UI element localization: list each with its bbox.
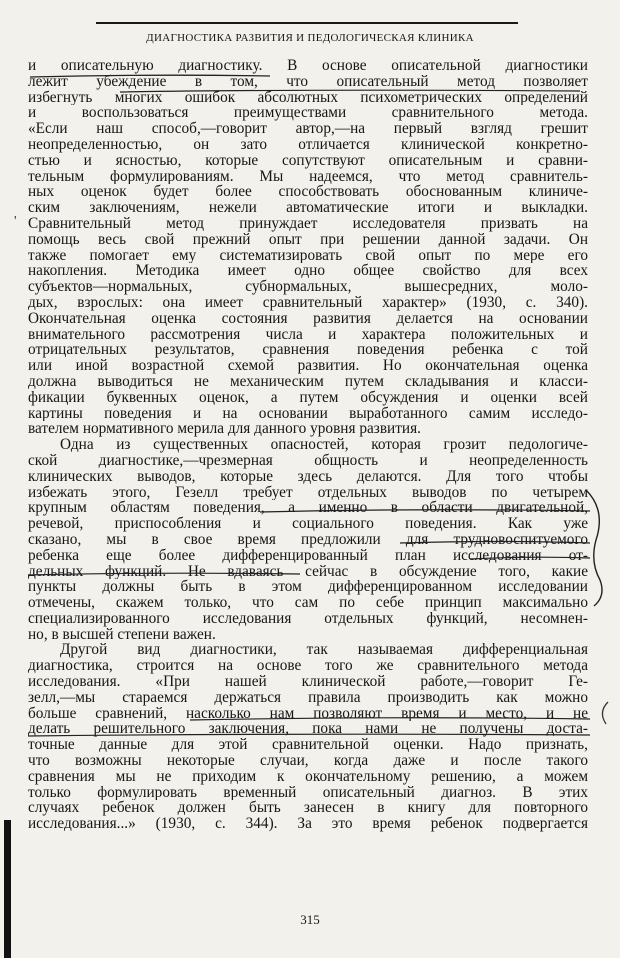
text-line: отмечены, скажем только, что сам по себе принцип максимально [28, 595, 588, 611]
text-line: ных оценок будет более способствовать обоснованным клиниче- [28, 184, 588, 201]
text-line: избежать этого, Гезелл требует отдельных выводов по четырем [28, 484, 588, 501]
header-rule [96, 22, 518, 24]
text-line: вателем нормативного мерила для данного уровня развития. [28, 421, 421, 438]
text-line: случаях ребенок должен быть занесен в книгу для повторного [28, 800, 588, 817]
text-line: и описательную диагностику. В основе описательной диагностики [28, 58, 588, 74]
binding-shadow [4, 820, 11, 958]
text-line: стью и ясностью, которые сопутствуют описательным и сравни- [28, 152, 588, 169]
text-line: лежит убеждение в том, что описательный метод позволяет [28, 73, 588, 90]
text-line: но, в высшей степени важен. [28, 626, 216, 643]
text-line: исследования...» (1930, с. 344). За это время ребенок подвергается [28, 816, 588, 833]
text-line: Окончательная оценка состояния развития делается на основании [28, 310, 588, 327]
text-line: должна выводиться не механическим путем складывания и класси- [28, 373, 588, 390]
text-line: сказано, мы в свое время предложили для трудновоспитуемого [28, 531, 588, 548]
text-line: ским заключениям, нежели автоматические итоги и выкладки. [28, 200, 588, 216]
text-line: крупным областям поведения, а именно в области двигательной, [28, 500, 588, 517]
text-line: дельных функций. Не вдаваясь сейчас в обсуждение того, какие [28, 563, 588, 580]
text-line: Одна из существенных опасностей, которая грозит педологиче- [60, 437, 588, 453]
text-line: и воспользоваться преимуществами сравнительного метода. [28, 105, 588, 122]
text-line: только формулировать временный описательный диагноз. В этих [28, 784, 588, 801]
text-line: зелл,—мы стараемся держаться правила производить как можно [28, 689, 588, 706]
text-line: тельным формулированиям. Мы надеемся, что метод сравнитель- [28, 168, 588, 185]
text-line: избегнуть многих ошибок абсолютных психометрических определений [28, 89, 588, 106]
text-line: специализированного исследования отдельных функций, несомнен- [28, 610, 588, 627]
pen-bracket [586, 490, 602, 606]
text-line: субъектов—нормальных, субнормальных, вышесредних, моло- [28, 279, 588, 295]
text-line: делать решительного заключения, пока нами не получены доста- [28, 721, 588, 738]
text-line: фикации буквенных оценок, а путем обсуждения и оценки всей [28, 389, 588, 406]
text-line: диагностика, строится на основе того же сравнительного метода [28, 658, 588, 675]
text-line: сравнения мы не приходим к окончательному решению, а можем [28, 768, 588, 785]
text-line: «Если наш способ,—говорит автор,—на первый взгляд грешит [28, 121, 588, 137]
text-line: Сравнительный метод принуждает исследователя призвать на [28, 215, 588, 232]
running-head: ДИАГНОСТИКА РАЗВИТИЯ И ПЕДОЛОГИЧЕСКАЯ КЛИНИКА [146, 32, 474, 44]
body-text [28, 58, 588, 832]
text-line: помощь весь свой прежний опыт при решении данной задачи. Он [28, 231, 588, 248]
text-line: внимательного рассмотрения числа и характера положительных и [28, 326, 588, 343]
text-line: пункты должны быть в этом дифференцированном исследовании [28, 579, 588, 596]
text-line: что возможны некоторые случаи, когда даже и после такого [28, 753, 588, 769]
text-line: ребенка еще более дифференцированный план исследования от- [28, 547, 588, 564]
page-number: 315 [300, 912, 320, 927]
text-line: больше сравнений, насколько нам позволяют время и место, и не [28, 705, 588, 722]
margin-tick: ' [14, 214, 17, 229]
text-line: отрицательных результатов, сравнения поведения ребенка с той [28, 342, 588, 359]
text-line: или иной возрастной схемой развития. Но окончательная оценка [28, 358, 588, 374]
text-line: речевой, приспособления и социального поведения. Как уже [28, 516, 588, 532]
text-line: накопления. Методика имеет одно общее свойство для всех [28, 263, 588, 280]
text-line: Другой вид диагностики, так называемая дифференциальная [60, 642, 588, 659]
text-line: также помогает ему систематизировать свой опыт по мере его [28, 247, 588, 264]
text-line: клинических выводов, которые здесь делаются. Для того чтобы [28, 468, 588, 485]
pen-bracket [602, 702, 608, 724]
text-line: картины поведения и на основании выработанного самим исследо- [28, 405, 588, 422]
text-line: точные данные для этой сравнительной оценки. Надо признать, [28, 737, 588, 754]
text-line: ской диагностике,—чрезмерная общность и неопределенность [28, 452, 588, 469]
text-line: дых, взрослых: она имеет сравнительный характер» (1930, с. 340). [28, 294, 588, 311]
text-line: исследования. «При нашей клинической работе,—говорит Ге- [28, 674, 588, 690]
text-line: неопределенностью, он зато отличается клинической конкретно- [28, 136, 588, 153]
